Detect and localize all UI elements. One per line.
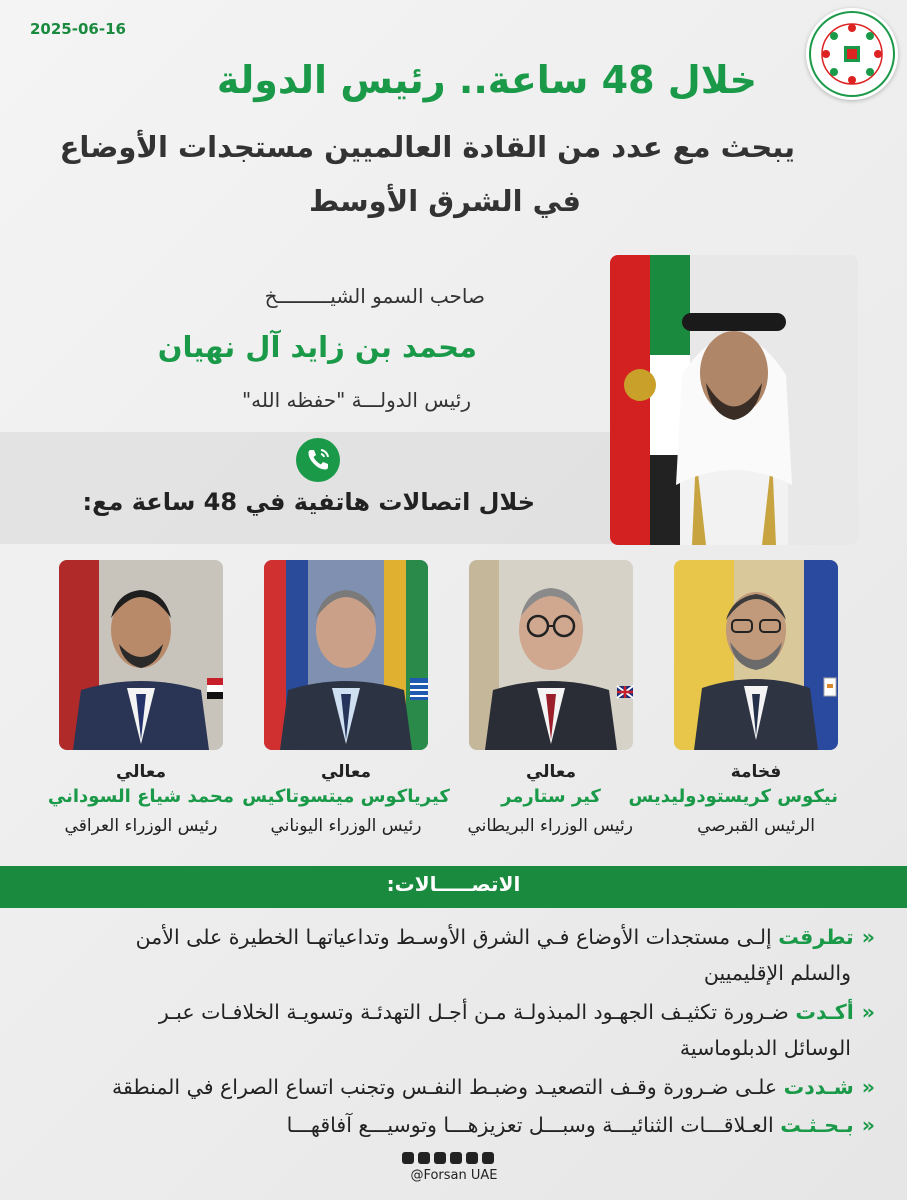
leader-honorific: فخامة [730, 762, 782, 782]
leader-honorific: معالي [115, 762, 167, 782]
host-title: صاحب السمو الشيـــــــــخ [264, 284, 485, 308]
leader-role: رئيس الوزراء العراقي [64, 816, 218, 836]
date-label: 2025-06-16 [30, 20, 126, 38]
chevron-left-icon: « [861, 1075, 875, 1099]
leader-photo-uk [469, 560, 633, 750]
section-label: الاتصـــــالات: [386, 872, 521, 896]
forsan-logo [806, 8, 898, 100]
leader-text-uk [469, 762, 633, 836]
leader-role: الرئيس القبرصي [697, 816, 815, 836]
bullet-text: ضـرورة تكثيـف الجهـود المبذولـة مـن أجـل التهدئـة وتسويـة الخلافـات عبـر [158, 1000, 796, 1024]
leader-name: محمد شياع السوداني [47, 786, 235, 807]
bullet-item [112, 1070, 875, 1104]
leader-role: رئيس الوزراء البريطاني [467, 816, 633, 836]
phone-icon [296, 438, 340, 482]
social-handle: @Forsan UAE [410, 1168, 498, 1183]
leader-honorific: معالي [320, 762, 372, 782]
leader-name: نيكوس كريستودوليديس [628, 786, 838, 807]
leader-text-iraq [35, 762, 247, 836]
chevron-left-icon: « [861, 1113, 875, 1137]
bullet-item [287, 1108, 875, 1142]
social-icons [398, 1150, 510, 1166]
bullet-text: إلـى مستجدات الأوضاع فـي الشرق الأوسـط وتداعياتهـا الخطيرة على الأمن [135, 925, 779, 949]
subheadline-line-1: يبحث مع عدد من القادة العالميين مستجدات الأوضاع [59, 130, 795, 164]
headline: خلال 48 ساعة.. رئيس الدولة [216, 58, 757, 102]
host-name: محمد بن زايد آل نهيان [157, 330, 477, 364]
bullet-keyword: بـحـثـت [780, 1113, 854, 1137]
leader-photo-greece [264, 560, 428, 750]
chevron-left-icon: « [861, 925, 875, 949]
bullet-continuation: والسلم الإقليميين [703, 961, 851, 985]
bullet-keyword: أكـدت [795, 1000, 854, 1024]
leader-name: كيرياكوس ميتسوتاكيس [242, 786, 450, 807]
bullet-item [136, 920, 875, 954]
leader-text-cyprus [628, 762, 838, 836]
bullet-item [159, 995, 875, 1029]
leader-honorific: معالي [525, 762, 577, 782]
leader-role: رئيس الوزراء اليوناني [270, 816, 422, 836]
host-role: رئيس الدولـــة "حفظه الله" [241, 388, 471, 412]
bullet-text: العـلاقـــات الثنائيـــة وسبـــل تعزيزهـــا وتوسيـــع آفاقهـــا [286, 1113, 781, 1137]
bullet-keyword: تطرقت [778, 925, 854, 949]
bullet-keyword: شـددت [783, 1075, 854, 1099]
leader-text-greece [240, 762, 452, 836]
calls-intro: خلال اتصالات هاتفية في 48 ساعة مع: [82, 488, 535, 516]
leader-name: كير ستارمر [501, 786, 601, 807]
subheadline-line-2: في الشرق الأوسط [309, 184, 581, 218]
leader-photo-iraq [59, 560, 223, 750]
bullet-continuation: الوسائل الدبلوماسية [679, 1036, 851, 1060]
chevron-left-icon: « [861, 1000, 875, 1024]
host-portrait [610, 255, 858, 545]
leader-photo-cyprus [674, 560, 838, 750]
bullet-text: علـى ضـرورة وقـف التصعيـد وضبـط النفـس وتجنب اتساع الصراع في المنطقة [111, 1075, 784, 1099]
